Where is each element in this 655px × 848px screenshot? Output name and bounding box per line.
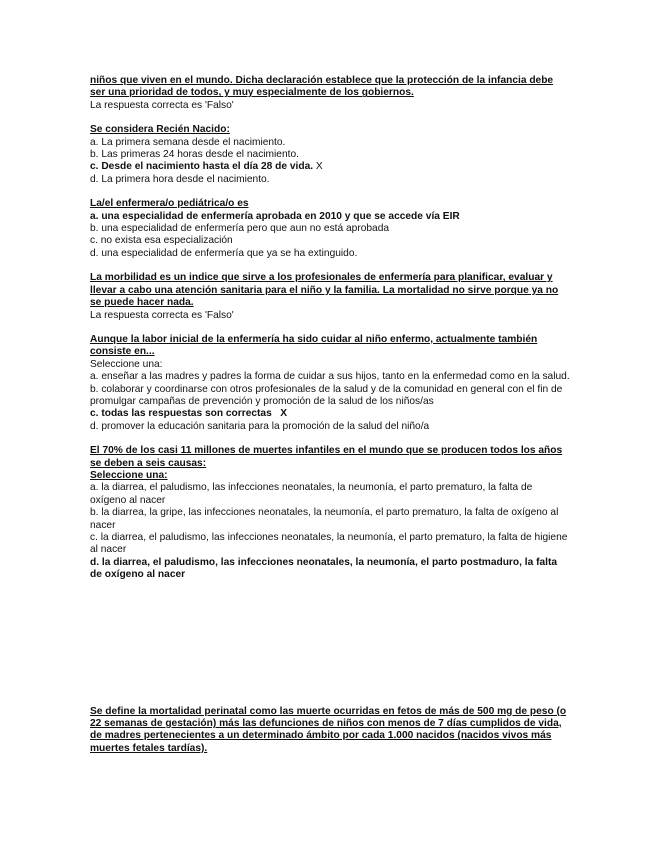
option-c-text: c. todas las respuestas son correctas xyxy=(90,408,272,420)
option-b: b. una especialidad de enfermería pero que aun no está aprobada xyxy=(90,223,390,235)
option-c-text: c. Desde el nacimiento hasta el día 28 de vida. xyxy=(90,161,314,173)
answer-text: La respuesta correcta es 'Falso' xyxy=(90,309,234,321)
correct-mark: X xyxy=(313,161,323,173)
question-block-2 xyxy=(90,124,570,186)
option-d: d. una especialidad de enfermería que ya se ha extinguido. xyxy=(90,247,358,259)
option-d: d. promover la educación sanitaria para la promoción de la salud del niño/a xyxy=(90,420,430,432)
question-text: La/el enfermera/o pediátrica/o es xyxy=(90,198,249,210)
question-text: Se considera Recién Nacido: xyxy=(90,124,230,136)
option-a: a. enseñar a las madres y padres la forma de cuidar a sus hijos, tanto en la enfermedad como en la salud. xyxy=(90,371,570,383)
option-c xyxy=(90,408,570,420)
question-block-5 xyxy=(90,334,570,433)
question-block-1 xyxy=(90,75,570,112)
correct-mark: X xyxy=(271,408,288,420)
option-a: a. La primera semana desde el nacimiento. xyxy=(90,136,286,148)
question-text: niños que viven en el mundo. Dicha declaración establece que la protección de la infancia debe ser una prioridad de todos, y muy especialmente de los gobiernos. xyxy=(90,75,554,99)
question-block-6 xyxy=(90,445,570,581)
question-text: Se define la mortalidad perinatal como las muerte ocurridas en fetos de más de 500 mg de peso (o 22 semanas de gestación) más las defunciones de niños con menos de 7 días cumplidos de vida, de madres pertenecientes a un determinado ámbito por cada 1.000 nacidos (nacidos vivos más muertes fetales tardías). xyxy=(90,705,567,754)
option-b: b. la diarrea, la gripe, las infecciones neonatales, la neumonía, el parto prematuro, la falta de oxígeno al nacer xyxy=(90,507,559,531)
question-text: La morbilidad es un indice que sirve a los profesionales de enfermería para planificar, evaluar y llevar a cabo una atención sanitaria para el niño y la familia. La mortalidad no sirve porque ya no se puede hacer nada. xyxy=(90,272,559,309)
question-text: Aunque la labor inicial de la enfermería ha sido cuidar al niño enfermo, actualmente también consiste en... xyxy=(90,333,538,358)
option-d: d. la diarrea, el paludismo, las infecciones neonatales, la neumonía, el parto postmaduro, la falta de oxígeno al nacer xyxy=(90,556,558,581)
option-a: a. la diarrea, el paludismo, las infecciones neonatales, la neumonía, el parto prematuro, la falta de oxígeno al nacer xyxy=(90,482,533,506)
answer-text: La respuesta correcta es 'Falso' xyxy=(90,99,234,111)
option-d: d. La primera hora desde el nacimiento. xyxy=(90,173,270,185)
option-c xyxy=(90,161,570,173)
question-text: El 70% de los casi 11 millones de muertes infantiles en el mundo que se producen todos los años se deben a seis causas: xyxy=(90,445,563,469)
question-block-4 xyxy=(90,272,570,322)
question-block-3 xyxy=(90,198,570,260)
option-b: b. colaborar y coordinarse con otros profesionales de la salud y de la comunidad en general con el fin de promulgar campañas de prevención y promoción de la salud de los niños/as xyxy=(90,383,563,407)
option-c: c. no exista esa especialización xyxy=(90,235,233,247)
document-page xyxy=(90,75,570,767)
option-a: a. una especialidad de enfermería aprobada en 2010 y que se accede vía EIR xyxy=(90,210,460,222)
select-prompt: Seleccione una: xyxy=(90,358,163,370)
option-c: c. la diarrea, el paludismo, las infecciones neonatales, la neumonía, el parto prematuro, la falta de higiene al nacer xyxy=(90,532,568,556)
question-block-7 xyxy=(90,706,570,756)
select-prompt: Seleccione una: xyxy=(90,469,168,481)
option-b: b. Las primeras 24 horas desde el nacimiento. xyxy=(90,149,299,161)
blank-space xyxy=(90,594,570,706)
